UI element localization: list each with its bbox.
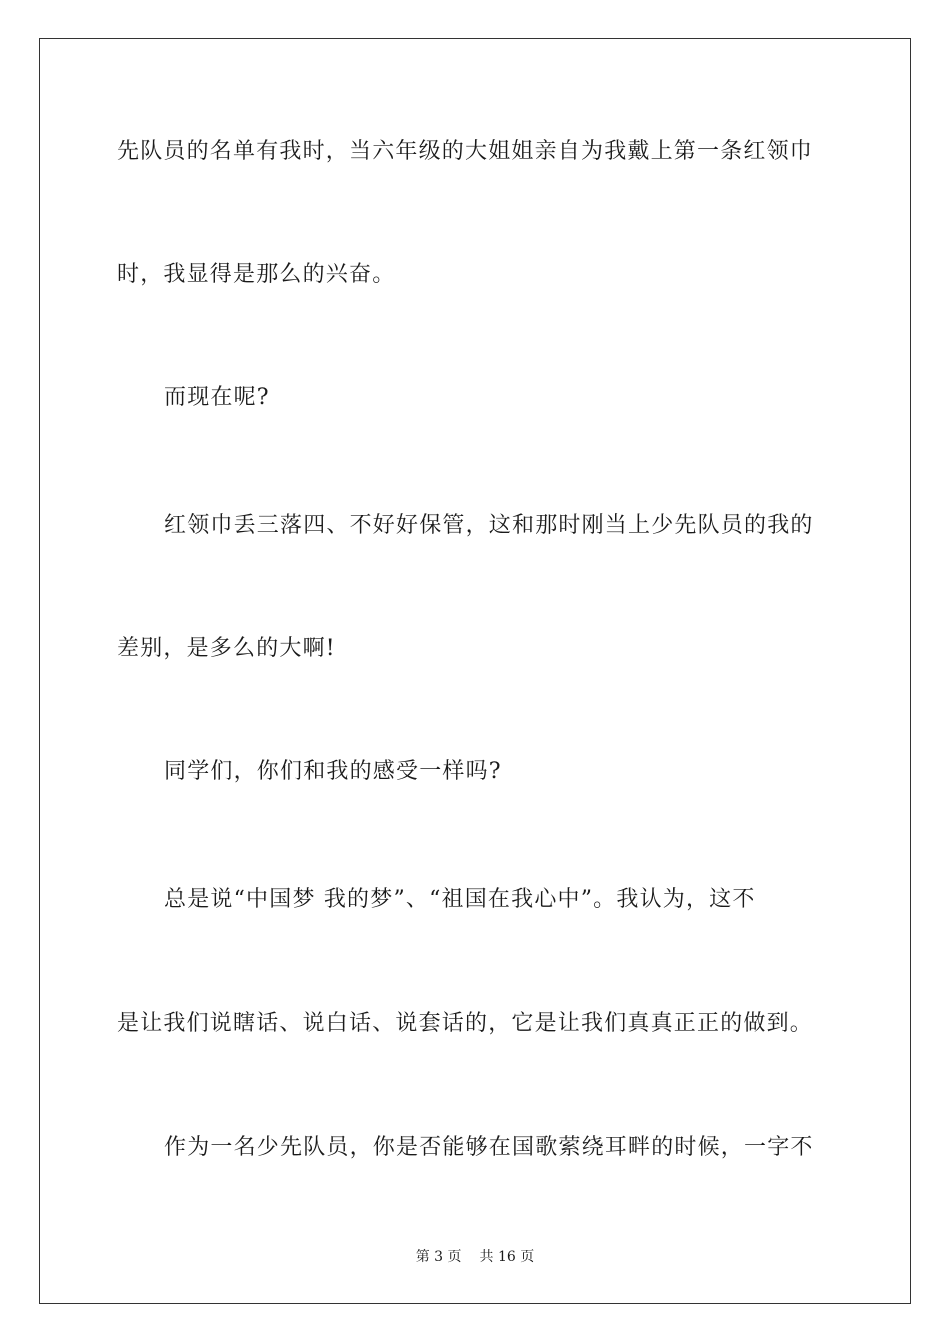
body-text-line: 同学们，你们和我的感受一样吗? bbox=[164, 759, 502, 784]
body-text-line: 红领巾丢三落四、不好好保管，这和那时刚当上少先队员的我的 bbox=[164, 513, 814, 538]
body-text-line: 差别，是多么的大啊! bbox=[117, 636, 336, 661]
body-text-line: 是让我们说瞎话、说白话、说套话的，它是让我们真真正正的做到。 bbox=[117, 1011, 814, 1036]
body-text-line: 作为一名少先队员，你是否能够在国歌萦绕耳畔的时候，一字不 bbox=[164, 1135, 814, 1160]
page-frame bbox=[39, 38, 911, 1304]
body-text-line: 总是说“中国梦 我的梦”、“祖国在我心中”。我认为，这不 bbox=[164, 887, 756, 912]
body-text-line: 时，我显得是那么的兴奋。 bbox=[117, 262, 396, 287]
body-text-line: 而现在呢? bbox=[164, 385, 270, 410]
page-number: 第 3 页 bbox=[415, 1249, 462, 1265]
body-text-line: 先队员的名单有我时，当六年级的大姐姐亲自为我戴上第一条红领巾 bbox=[117, 139, 814, 164]
page-footer bbox=[0, 1248, 950, 1266]
page-total: 共 16 页 bbox=[479, 1249, 535, 1265]
